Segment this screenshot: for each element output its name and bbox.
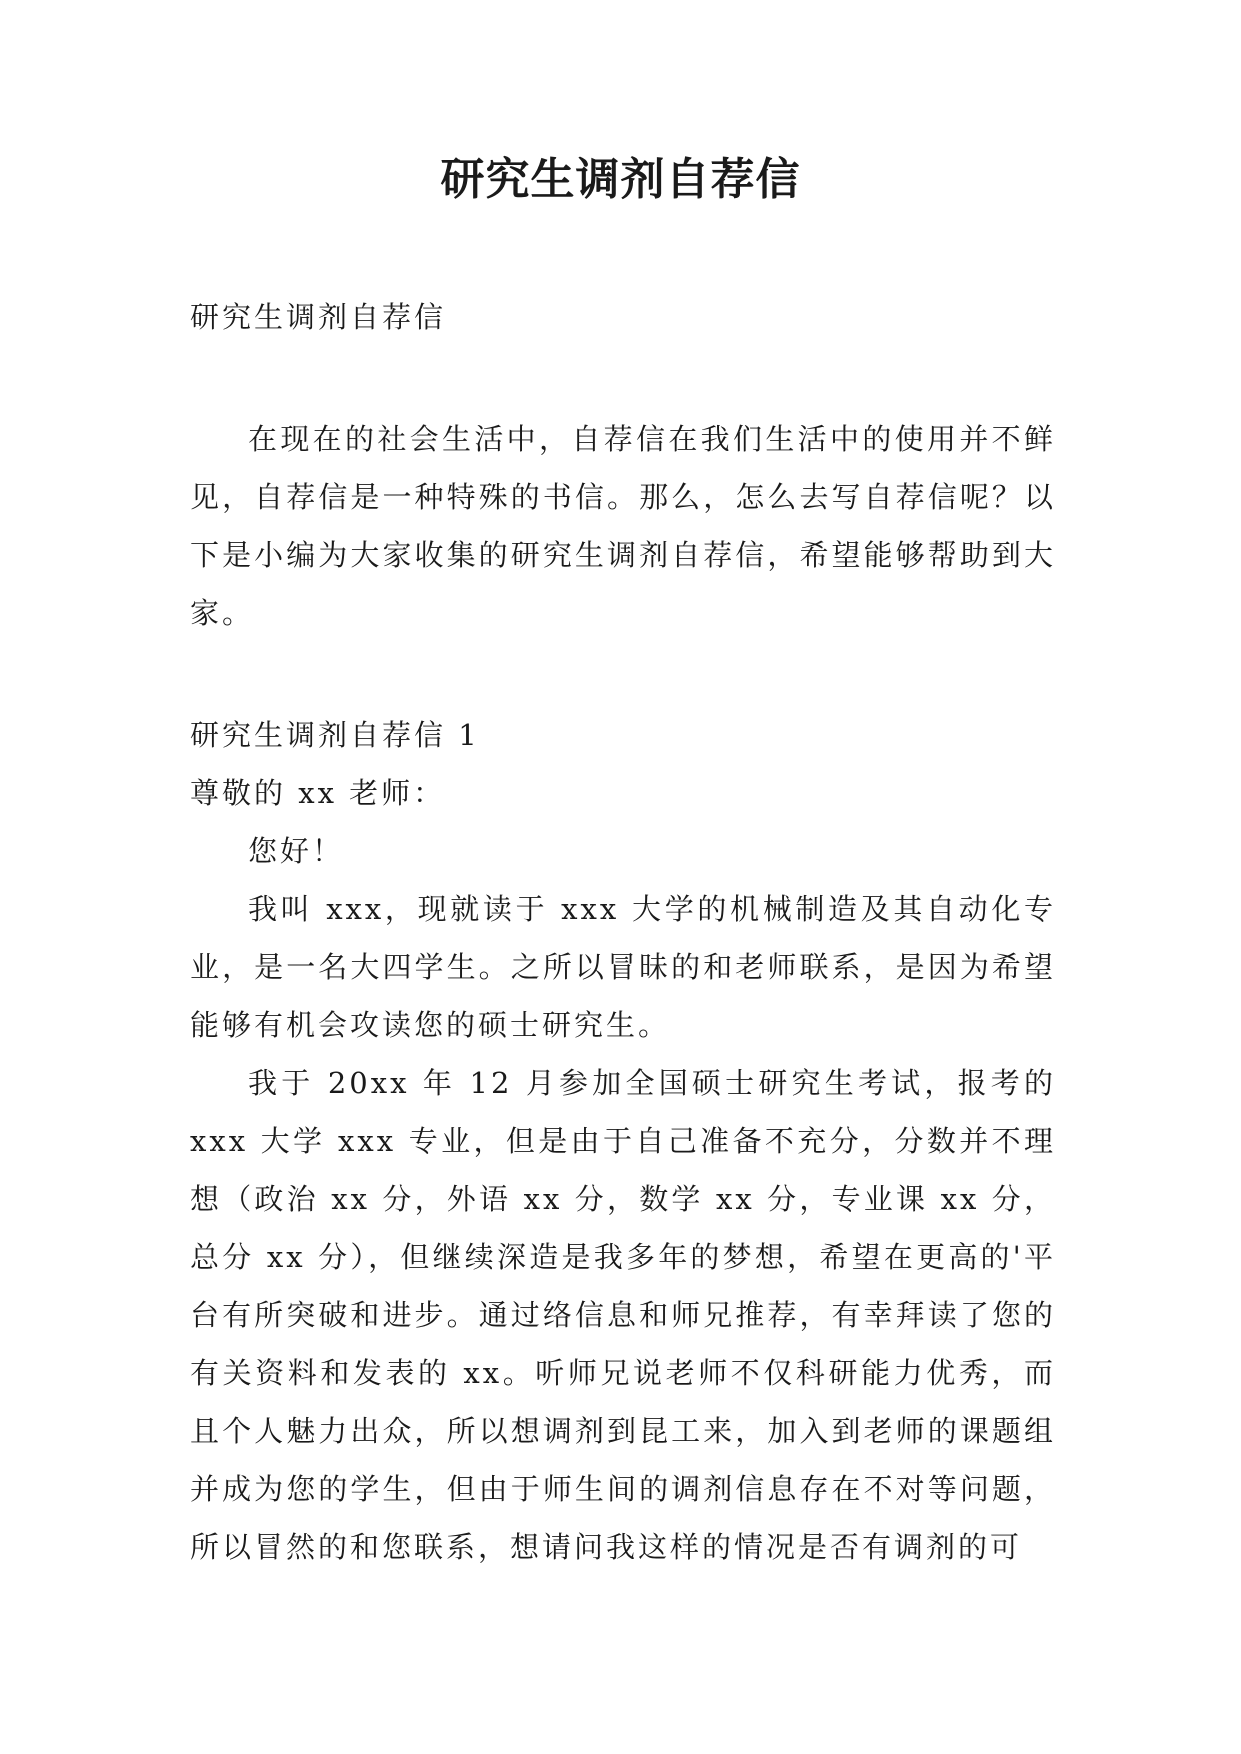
letter-heading: 研究生调剂自荐信 1 <box>190 718 480 752</box>
body-paragraph-2: 我于 20xx 年 12 月参加全国硕士研究生考试，报考的 xxx 大学 xxx 专业，但是由于自己准备不充分，分数并不理想（政治 xx 分，外语 xx 分，数学 xx 分，专业课 xx 分，总分 xx 分），但继续深造是我多年的梦想，希望在更高的'平台有所突破和进步。通过络信息和师兄推荐，有幸拜读了您的有关资料和发表的 xx。听师兄说老师不仅科研能力优秀，而且个人魅力出众，所以想调剂到昆工来，加入到老师的课题组并成为您的学生，但由于师生间的调剂信息存在不对等问题，所以冒然的和您联系，想请问我这样的情况是否有调剂的可 <box>190 1066 1056 1564</box>
intro-paragraph: 在现在的社会生活中，自荐信在我们生活中的使用并不鲜见，自荐信是一种特殊的书信。那么，怎么去写自荐信呢？以下是小编为大家收集的研究生调剂自荐信，希望能够帮助到大家。 <box>190 422 1056 630</box>
greeting: 您好！ <box>248 834 345 868</box>
document-title: 研究生调剂自荐信 <box>440 154 801 205</box>
salutation: 尊敬的 xx 老师： <box>190 776 446 810</box>
document-body <box>190 288 1056 1576</box>
document-subtitle: 研究生调剂自荐信 <box>190 300 447 334</box>
spacer <box>190 642 1056 706</box>
spacer <box>190 346 1056 410</box>
body-paragraph-1: 我叫 xxx，现就读于 xxx 大学的机械制造及其自动化专业，是一名大四学生。之所以冒昧的和老师联系，是因为希望能够有机会攻读您的硕士研究生。 <box>190 892 1056 1042</box>
